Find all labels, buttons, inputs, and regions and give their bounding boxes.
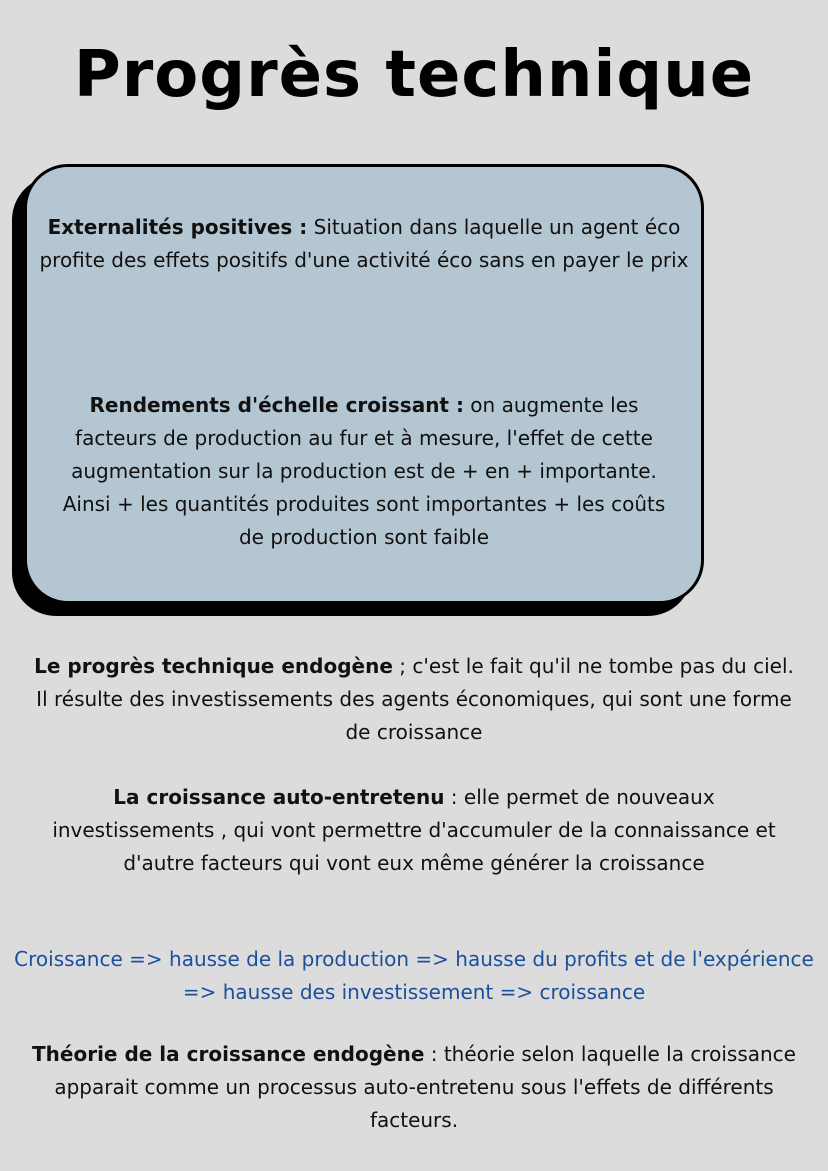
page-title: Progrès technique [73,38,755,112]
externalites-term: Externalités positives : [47,215,308,239]
growth-chain: Croissance => hausse de la production => hausse du profits et de l'expérience => hausse des investissement => croissance [14,947,814,1004]
auto-entretenu-text: : elle permet de nouveaux investissements , qui vont permettre d'accumuler de la connaissance et d'autre facteurs qui vont eux même générer la croissance [52,785,776,875]
auto-entretenu-paragraph [0,781,828,880]
rendements-term: Rendements d'échelle croissant : [89,393,464,417]
theorie-term: Théorie de la croissance endogène [32,1042,425,1066]
externalites-definition [33,211,695,277]
endogene-text: ; c'est le fait qu'il ne tombe pas du ciel. Il résulte des investissements des agents économiques, qui sont une forme de croissance [36,654,794,744]
rendements-text: on augmente les facteurs de production au fur et à mesure, l'effet de cette augmentation sur la production est de + en + importante. Ainsi + les quantités produites sont importantes + les coûts de production sont faible [62,393,666,549]
endogene-term: Le progrès technique endogène [34,654,393,678]
auto-entretenu-term: La croissance auto-entretenu [113,785,445,809]
rendements-definition [55,389,673,554]
theorie-paragraph [0,1038,828,1137]
theorie-text: : théorie selon laquelle la croissance apparait comme un processus auto-entretenu sous l'effets de différents facteurs. [54,1042,796,1132]
externalites-text: Situation dans laquelle un agent éco profite des effets positifs d'une activité éco sans en payer le prix [39,215,689,272]
endogene-paragraph [0,650,828,749]
definition-box [24,164,704,604]
